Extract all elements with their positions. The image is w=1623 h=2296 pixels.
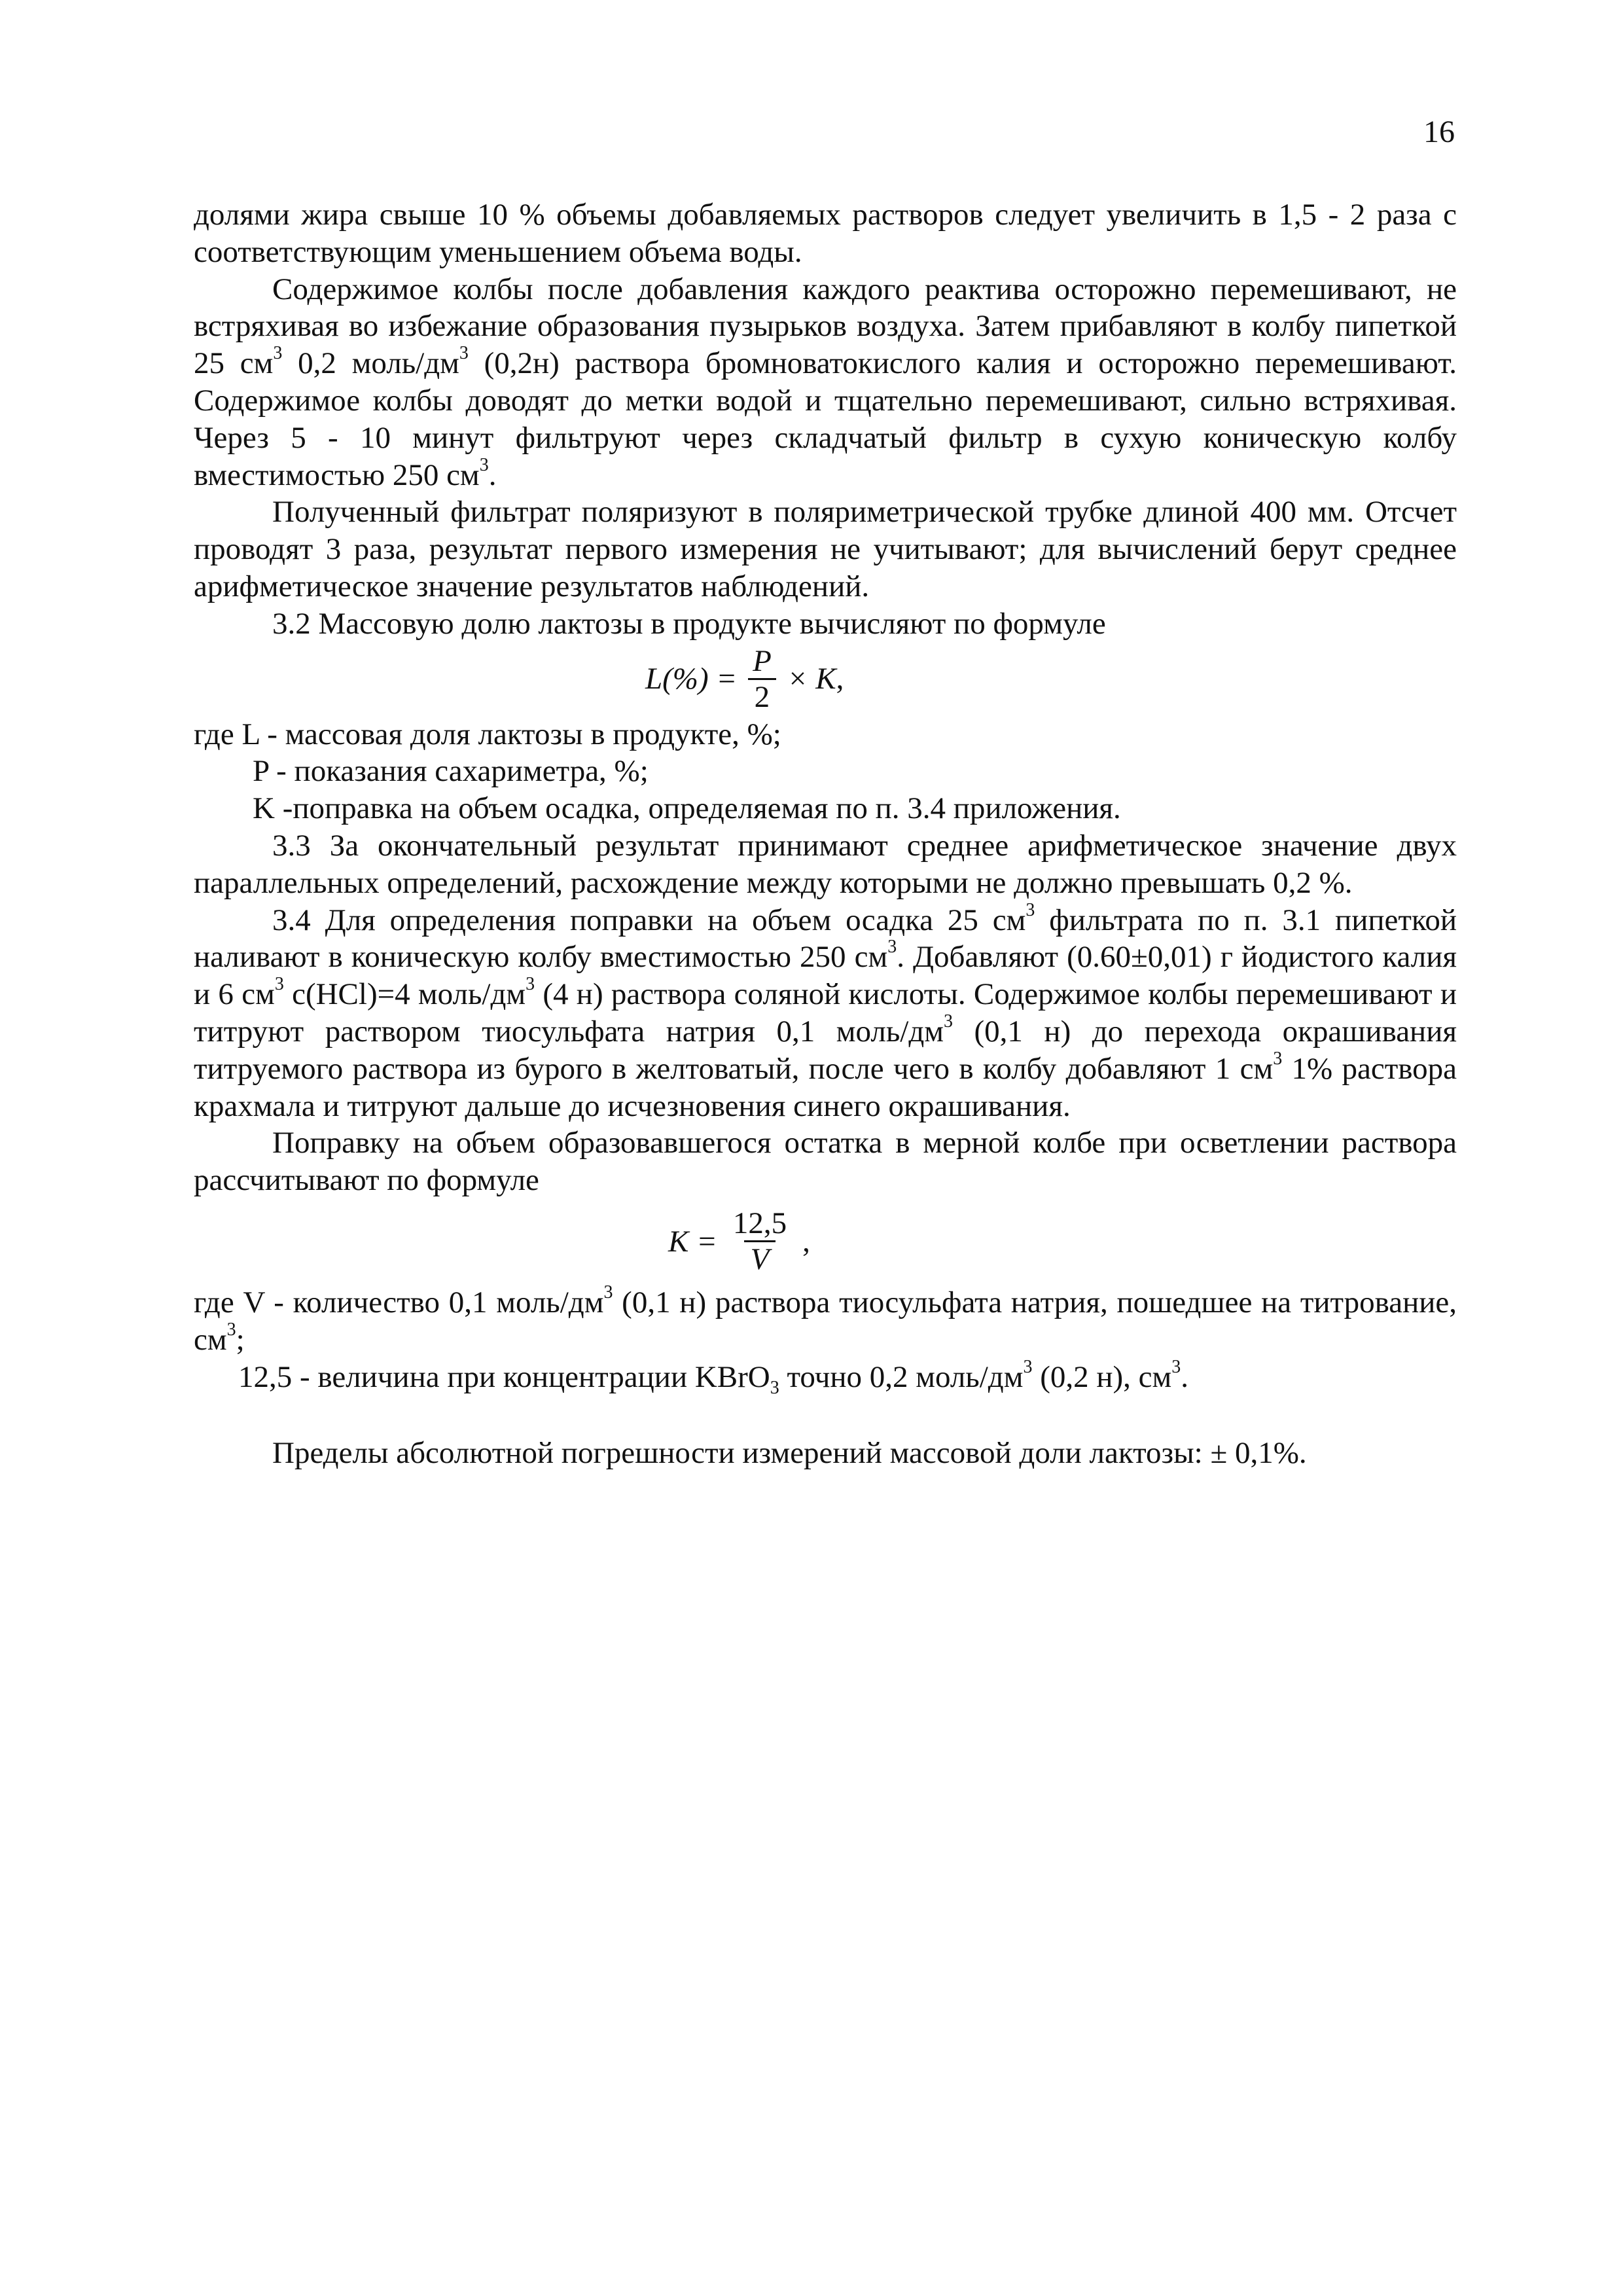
formula-correction-denominator: V <box>744 1240 776 1276</box>
definition-P: P - показания сахариметра, %; <box>253 754 649 789</box>
paragraph-fat-fraction: долями жира свыше 10 % объемы добавляемых растворов следует увеличить в 1,5 - 2 раза с соответствующим уменьшением объема воды. <box>194 198 1457 269</box>
formula-correction-punct: , <box>802 1224 810 1259</box>
paragraph-error-limits: Пределы абсолютной погрешности измерений массовой доли лактозы: ± 0,1%. <box>272 1436 1307 1471</box>
paragraph-flask-contents: Содержимое колбы после добавления каждого реактива осторожно перемешивают, не встряхивая во избежание образования пузырьков воздуха. Затем прибавляют в колбу пипеткой 25 $см^3$ 0,2 моль/$дм^3$ (0,2н) раствора бромноватокислого калия и осторожно перемешивают. Содержимое колбы доводят до метки водой и тщательно перемешивают, сильно встряхивая. Через 5 - 10 минут фильтруют через складчатый фильтр в сухую коническую колбу вместимостью 250 $см^3$. <box>194 272 1457 492</box>
formula-lactose-fraction <box>746 644 778 714</box>
spacer <box>194 1395 1457 1435</box>
formula-lactose-denominator: 2 <box>748 678 777 714</box>
formula-lactose-numerator: P <box>753 644 772 679</box>
formula-lactose-lhs: L(%) = <box>645 662 738 696</box>
paragraph-3-2: 3.2 Массовую долю лактозы в продукте вычисляют по формуле <box>272 606 1106 641</box>
definition-K: K -поправка на объем осадка, определяемая по п. 3.4 приложения. <box>253 791 1121 826</box>
formula-lactose-rhs: × K <box>787 662 836 696</box>
formula-correction-numerator: 12,5 <box>732 1206 787 1241</box>
paragraph-filtrate: Полученный фильтрат поляризуют в поляриметрической трубке длиной 400 мм. Отсчет проводят 3 раза, результат первого измерения не учитывают; для вычислений берут среднее арифметическое значение результатов наблюдений. <box>194 495 1457 603</box>
definition-12-5: 12,5 - величина при концентрации KBrO$_3$ точно 0,2 моль/$дм^3$ (0,2 н), $см^3$. <box>238 1356 1189 1398</box>
paragraph-correction: Поправку на объем образовавшегося остатка в мерной колбе при осветлении раствора рассчитывают по формуле <box>194 1126 1457 1198</box>
formula-correction-fraction <box>726 1206 793 1276</box>
body-text <box>194 196 1457 1472</box>
definition-L: где L - массовая доля лактозы в продукте, %; <box>194 717 781 751</box>
paragraph-3-4: 3.4 Для определения поправки на объем осадка 25 $см^3$ фильтрата по п. 3.1 пипеткой наливают в коническую колбу вместимостью 250 $см^3$. Добавляют (0.60±0,01) г йодистого калия и 6 $см^3$ с(HCl)=4 моль/$дм^3$ (4 н) раствора соляной кислоты. Содержимое колбы перемешивают и титруют раствором тиосульфата натрия 0,1 моль/$дм^3$ (0,1 н) до перехода окрашивания титруемого раствора из бурого в желтоватый, после чего в колбу добавляют 1 $см^3$ 1% раствора крахмала и титруют дальше до исчезновения синего окрашивания. <box>194 899 1457 1123</box>
formula-correction-lhs: K = <box>668 1224 717 1259</box>
page-number: 16 <box>1423 115 1455 149</box>
formula-lactose-punct: , <box>836 662 844 696</box>
definition-V: где V - количество 0,1 моль/$дм^3$ (0,1 н) раствора тиосульфата натрия, пошедшее на титрование, $см^3$; <box>194 1282 1457 1357</box>
formula-correction <box>194 1199 1457 1284</box>
formula-lactose <box>194 643 1457 716</box>
paragraph-3-3: 3.3 За окончательный результат принимают среднее арифметическое значение двух параллельных определений, расхождение между которыми не должно превышать 0,2 %. <box>194 828 1457 900</box>
